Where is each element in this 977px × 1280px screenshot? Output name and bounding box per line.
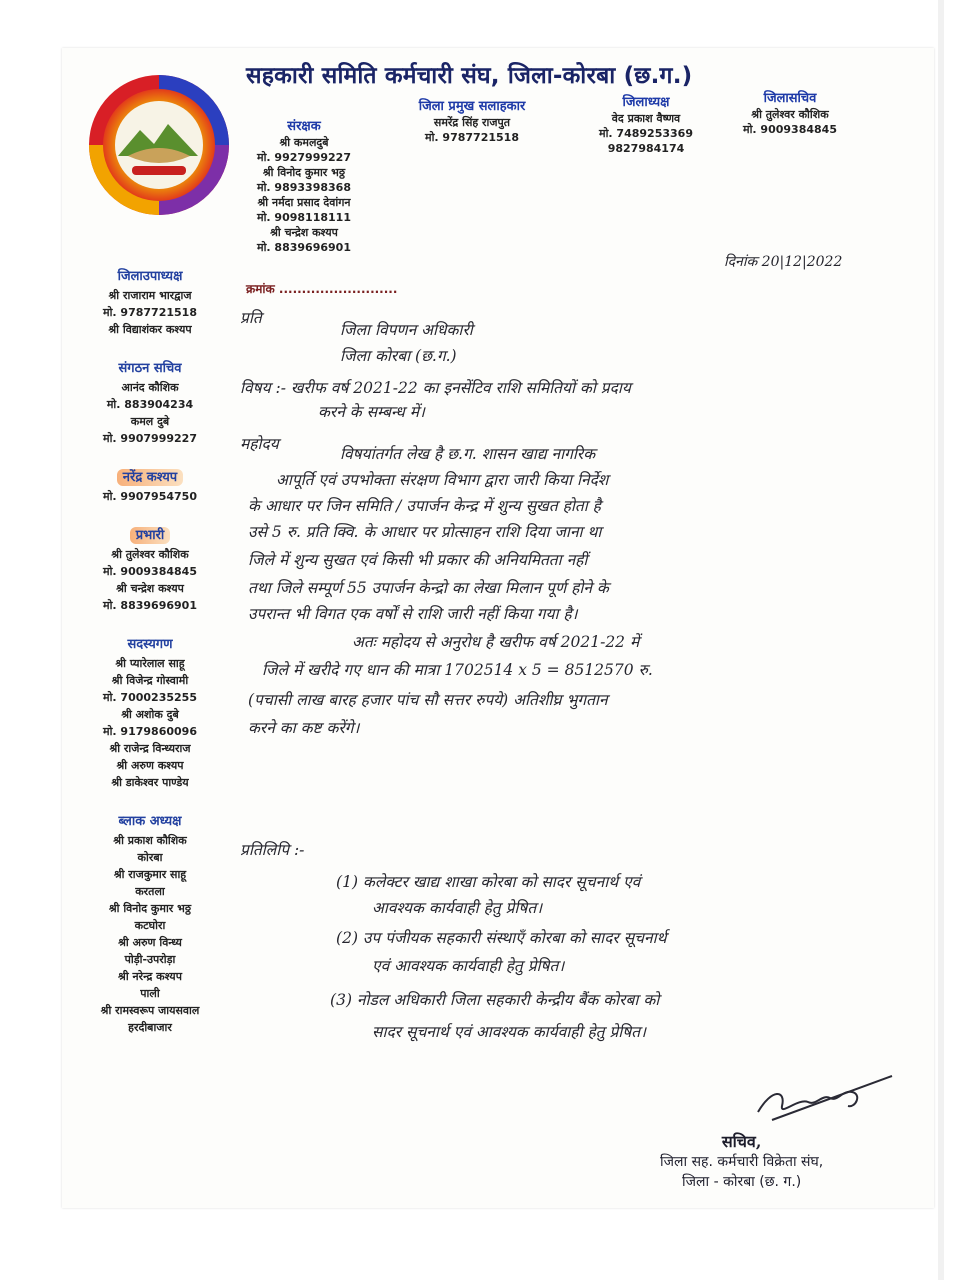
body-line: जिले में खरीदे गए धान की मात्रा 1702514 x 5 = 8512570 रु. <box>262 661 653 679</box>
patron-line: श्री नर्मदा प्रसाद देवांगन <box>257 196 351 209</box>
president-role: जिलाध्यक्ष <box>622 95 670 110</box>
reference-number-label: क्रमांक .......................... <box>246 282 398 296</box>
advisor-block <box>392 98 552 145</box>
body-line: उपरान्त भी विगत एक वर्षों से राशि जारी नहीं किया गया है। <box>248 605 578 623</box>
president-line: वेद प्रकाश वैष्णव <box>611 112 681 125</box>
sidebar-line: श्री डाकेश्वर पाण्डेय <box>111 776 189 789</box>
salutation: महोदय <box>240 435 279 453</box>
cc-item: (1) कलेक्टर खाद्य शाखा कोरबा को सादर सूचनार्थ एवं <box>336 873 641 891</box>
sidebar-heading: जिलाउपाध्यक्ष <box>117 269 183 284</box>
sidebar-section <box>80 636 220 791</box>
sidebar-line: आनंद कौशिक <box>121 381 179 394</box>
sidebar-line: श्री विजेन्द्र गोस्वामी <box>111 674 189 687</box>
sidebar-line: श्री राजकुमार साहू <box>113 868 187 881</box>
subject-line: विषय :- खरीफ वर्ष 2021-22 का इनसेंटिव राशि समितियों को प्रदाय <box>240 379 631 397</box>
sidebar-line: श्री चन्द्रेश कश्यप <box>116 582 184 595</box>
sidebar-line: कटघोरा <box>134 919 166 932</box>
sidebar-line: श्री विनोद कुमार भठ्ठ <box>108 902 192 915</box>
body-line: के आधार पर जिन समिति / उपार्जन केन्द्र में शुन्य सुखत होता है <box>248 497 601 515</box>
sidebar-line: हरदीबाजार <box>128 1021 172 1034</box>
sidebar-heading: ब्लाक अध्यक्ष <box>118 814 182 829</box>
letter-date: दिनांक 20|12|2022 <box>724 254 843 270</box>
sidebar-line: श्री प्रकाश कौशिक <box>113 834 187 847</box>
sidebar-heading: संगठन सचिव <box>118 361 182 376</box>
cc-number: 1 <box>342 873 352 891</box>
union-logo <box>88 74 230 216</box>
sidebar-section <box>80 360 220 447</box>
body-line: (पचासी लाख बारह हजार पांच सौ सत्तर रुपये) अतिशीघ्र भुगतान <box>248 691 608 709</box>
body-line: आपूर्ति एवं उपभोक्ता संरक्षण विभाग द्वारा जारी किया निर्देश <box>276 471 609 489</box>
sidebar-line: श्री अरुण कश्यप <box>116 759 184 772</box>
sidebar-heading: सदस्यगण <box>127 637 173 652</box>
sidebar-line: मो. 7000235255 <box>103 691 197 704</box>
sidebar-line: कोरबा <box>137 851 163 864</box>
secretary-line: मो. 9009384845 <box>743 123 837 136</box>
cc-number: 2 <box>342 929 352 947</box>
president-line: मो. 7489253369 <box>599 127 693 140</box>
cc-text: कलेक्टर खाद्य शाखा कोरबा को सादर सूचनार्थ एवं <box>362 873 641 891</box>
body-line: जिले में शुन्य सुखत एवं किसी भी प्रकार की अनियमितता नहीं <box>248 551 588 569</box>
sidebar-line: मो. 9907999227 <box>103 432 197 445</box>
page-edge <box>938 0 944 1280</box>
sidebar-section <box>80 268 220 338</box>
sidebar-line: पोड़ी-उपरोड़ा <box>124 953 176 966</box>
sidebar-line: मो. 9787721518 <box>103 306 197 319</box>
sidebar-line: श्री विद्याशंकर कश्यप <box>108 323 192 336</box>
body-line: उसे 5 रु. प्रति क्वि. के आधार पर प्रोत्साहन राशि दिया जाना था <box>248 523 602 541</box>
sidebar-line: श्री तुलेश्वर कौशिक <box>111 548 189 561</box>
sidebar-line: श्री रामस्वरूप जायसवाल <box>100 1004 200 1017</box>
cc-text: उप पंजीयक सहकारी संस्थाएँ कोरबा को सादर सूचनार्थ <box>362 929 667 947</box>
sidebar-line: श्री राजेन्द्र विन्ध्यराज <box>109 742 191 755</box>
secretary-block <box>730 90 850 137</box>
patron-line: श्री कमलदुबे <box>279 136 329 149</box>
sidebar-section <box>80 527 220 614</box>
signature-block <box>660 1132 823 1192</box>
sidebar <box>80 268 220 1058</box>
cc-item: (2) उप पंजीयक सहकारी संस्थाएँ कोरबा को सादर सूचनार्थ <box>336 929 667 947</box>
secretary-role: जिलासचिव <box>763 91 817 106</box>
cc-number: 3 <box>336 991 346 1009</box>
sidebar-line: मो. 883904234 <box>106 398 194 411</box>
advisor-line: समरेंद्र सिंह राजपुत <box>433 116 511 129</box>
patrons-role: संरक्षक <box>287 119 321 134</box>
patron-line: मो. 8839696901 <box>257 241 351 254</box>
sidebar-heading: प्रभारी <box>130 527 171 544</box>
cc-text: आवश्यक कार्यवाही हेतु प्रेषित। <box>372 899 543 917</box>
copy-to-label: प्रतिलिपि :- <box>240 841 305 859</box>
body-line: अतः महोदय से अनुरोध है खरीफ वर्ष 2021-22 में <box>352 633 640 651</box>
patron-line: मो. 9893398368 <box>257 181 351 194</box>
patron-line: श्री विनोद कुमार भठ्ठ <box>262 166 346 179</box>
sidebar-line: कमल दुबे <box>130 415 170 428</box>
handwritten-signature <box>752 1068 902 1128</box>
sidebar-line: पाली <box>140 987 160 1000</box>
body-line: करने का कष्ट करेंगे। <box>248 719 360 737</box>
cc-text: सादर सूचनार्थ एवं आवश्यक कार्यवाही हेतु प्रेषित। <box>372 1023 646 1041</box>
sidebar-line: मो. 9907954750 <box>103 490 197 503</box>
sidebar-heading: नरेंद्र कश्यप <box>117 469 183 486</box>
prati-label: प्रति <box>240 309 262 327</box>
president-block <box>586 94 706 156</box>
sidebar-line: मो. 8839696901 <box>103 599 197 612</box>
cc-text: नोडल अधिकारी जिला सहकारी केन्द्रीय बैंक कोरबा को <box>356 991 660 1009</box>
subject-line: करने के सम्बन्ध में। <box>318 403 425 421</box>
signatory-place: जिला - कोरबा (छ. ग.) <box>682 1174 802 1190</box>
sidebar-line: मो. 9179860096 <box>103 725 197 738</box>
patrons-block <box>244 118 364 255</box>
sidebar-line: श्री राजाराम भारद्वाज <box>108 289 192 302</box>
patron-line: श्री चन्द्रेश कश्यप <box>270 226 338 239</box>
body-line: तथा जिले सम्पूर्ण 55 उपार्जन केन्द्रो का लेखा मिलान पूर्ण होने के <box>248 579 609 597</box>
advisor-line: मो. 9787721518 <box>425 131 519 144</box>
signatory-title: सचिव, <box>721 1132 762 1151</box>
president-line: 9827984174 <box>607 142 685 155</box>
sidebar-line: करतला <box>135 885 165 898</box>
sidebar-line: श्री अरुण विन्ध्य <box>118 936 182 949</box>
cc-text: एवं आवश्यक कार्यवाही हेतु प्रेषित। <box>372 957 565 975</box>
sidebar-line: श्री प्यारेलाल साहू <box>115 657 185 670</box>
sidebar-section <box>80 469 220 505</box>
sidebar-line: मो. 9009384845 <box>103 565 197 578</box>
cc-item: (3) नोडल अधिकारी जिला सहकारी केन्द्रीय बैंक कोरबा को <box>330 991 660 1009</box>
organization-title: सहकारी समिति कर्मचारी संघ, जिला-कोरबा (छ.ग.) <box>246 63 693 89</box>
addressee-line: जिला विपणन अधिकारी <box>340 321 473 339</box>
secretary-line: श्री तुलेश्वर कौशिक <box>751 108 829 121</box>
addressee-line: जिला कोरबा (छ.ग.) <box>340 347 457 365</box>
patron-line: मो. 9098118111 <box>257 211 351 224</box>
body-line: विषयांतर्गत लेख है छ.ग. शासन खाद्य नागरिक <box>340 445 596 463</box>
signatory-org: जिला सह. कर्मचारी विक्रेता संघ, <box>660 1154 824 1170</box>
sidebar-line: श्री नरेन्द्र कश्यप <box>118 970 182 983</box>
sidebar-line: श्री अशोक दुबे <box>121 708 179 721</box>
advisor-role: जिला प्रमुख सलाहकार <box>418 99 526 114</box>
sidebar-section <box>80 813 220 1036</box>
patron-line: मो. 9927999227 <box>257 151 351 164</box>
